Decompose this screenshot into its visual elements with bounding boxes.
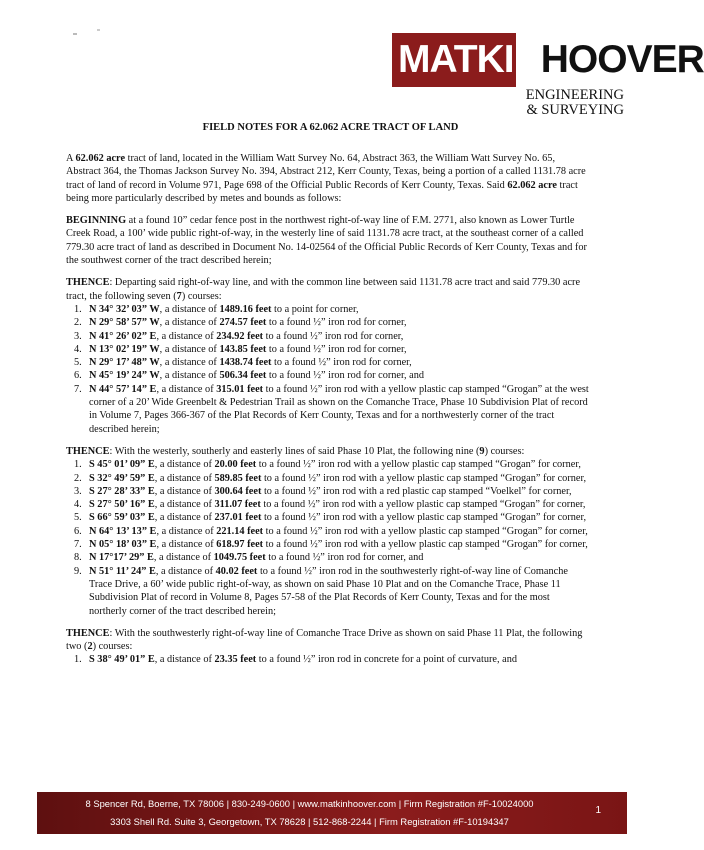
course-number: 6. [74,525,82,537]
footer-address-boerne: 8 Spencer Rd, Boerne, TX 78006 | 830-249-0600 | www.matkinhoover.com | Firm Registration #F-10024000 [85,798,534,809]
course-distance: 143.85 feet [219,343,267,355]
logo-tagline [526,88,624,118]
course-item: 2. S 32° 49’ 59” E, a distance of 589.85 feet to a found ½” iron rod with a yellow plastic cap stamped “Grogan” for corner, [74,472,587,484]
course-item: 7. N 05° 18’ 03” E, a distance of 618.97 feet to a found ½” iron rod with a yellow plastic cap stamped “Grogan” for corner, [74,539,588,551]
course-number: 5. [74,357,82,369]
document-title: FIELD NOTES FOR A 62.062 ACRE TRACT OF LAND [202,122,459,133]
course-distance: 237.01 feet [214,512,262,524]
course-distance: 221.14 feet [216,525,264,537]
logo-part-matkin: MATKIN [398,38,541,81]
course-item: 6. N 45° 19’ 24” W, a distance of 506.34 feet to a found ½” iron rod for corner, and [74,370,425,382]
course-number: 5. [74,512,82,524]
course-number: 7. [74,539,82,551]
logo-part-hoover: HOOVER [540,38,704,81]
course-distance: 40.02 feet [215,565,258,577]
course-item: 1. N 34° 32’ 03” W, a distance of 1489.16 feet to a point for corner, [74,303,359,315]
course-list [66,653,590,666]
course-bearing: N 29° 17’ 48” W [89,357,160,369]
company-logo [392,33,704,87]
course-bearing: N 34° 32’ 03” W [89,303,160,315]
footer-address-georgetown: 3303 Shell Rd. Suite 3, Georgetown, TX 78628 | 512-868-2244 | Firm Registration #F-10194347 [110,816,509,827]
thence-section-2 [66,445,590,618]
course-number: 4. [74,499,82,511]
course-distance: 23.35 feet [214,654,257,666]
course-number: 1. [74,654,82,666]
course-number: 1. [74,303,82,315]
course-bearing: N 64° 13’ 13” E [89,525,157,537]
scan-mark [73,33,77,35]
course-item: 2. N 29° 58’ 57” W, a distance of 274.57 feet to a found ½” iron rod for corner, [74,317,407,329]
course-bearing: N 51° 11’ 24” E [89,565,156,577]
tagline-engineering: ENGINEERING [525,87,624,103]
course-distance: 506.34 feet [219,370,267,382]
course-item: 9. N 51° 11’ 24” E, a distance of 40.02 feet to a found ½” iron rod in the southwesterly right-of-way line of Comanche Trace Drive, a 60’ wide public right-of-way, as shown on said Phase 10 Plat and on the Comanche Trace, Phase 11 Subdivision Plat of record in Volume 8, Pages 57-58 of the Plat Records of Kerr County, Texas and for the most northerly corner of the tract described herein; [74,565,568,617]
course-item: 4. S 27° 50’ 16” E, a distance of 311.07 feet to a found ½” iron rod with a yellow plastic cap stamped “Grogan” for corner, [74,499,586,511]
course-number: 7. [74,383,82,395]
thence-section-3 [66,627,590,667]
course-bearing: S 45° 01’ 09” E [89,459,155,471]
course-item: 4. N 13° 02’ 19” W, a distance of 143.85 feet to a found ½” iron rod for corner, [74,343,407,355]
course-list [66,303,590,436]
course-bearing: S 66° 59’ 03” E [89,512,155,524]
intro-paragraph: A 62.062 acre tract of land, located in the William Watt Survey No. 64, Abstract 363, the William Watt Survey No. 65, Abstract 364, the Thomas Jackson Survey No. 394, Abstract 212, Kerr County, Texas, being a portion of a called 1131.78 acre tract of land of record in Volume 971, Page 698 of the Official Public Records of Kerr County, Texas. Said 62.062 acre tract being more particularly described by metes and bounds as follows: [66,153,586,204]
course-distance: 274.57 feet [219,317,267,329]
course-number: 3. [74,485,82,497]
course-item: 5. S 66° 59’ 03” E, a distance of 237.01 feet to a found ½” iron rod with a yellow plastic cap stamped “Grogan” for corner, [74,512,587,524]
course-bearing: N 05° 18’ 03” E [89,539,157,551]
course-number: 2. [74,472,82,484]
course-distance: 234.92 feet [216,330,264,342]
course-distance: 1438.74 feet [219,357,272,369]
course-distance: 1049.75 feet [213,552,266,564]
course-number: 6. [74,370,82,382]
course-number: 3. [74,330,82,342]
thence-heading: THENCE: With the westerly, southerly and easterly lines of said Phase 10 Plat, the following nine (9) courses: [66,445,525,457]
course-bearing: N 29° 58’ 57” W [89,317,160,329]
course-distance: 315.01 feet [216,383,264,395]
course-bearing: N 45° 19’ 24” W [89,370,160,382]
course-bearing: N 13° 02’ 19” W [89,343,160,355]
page-number: 1 [595,805,601,816]
course-number: 9. [74,565,82,577]
thence-heading: THENCE: With the southwesterly right-of-way line of Comanche Trace Drive as shown on said Phase 11 Plat, the following two (2) courses: [66,627,583,653]
course-bearing: S 38° 49’ 01” E [89,654,155,666]
course-list [66,458,590,618]
course-distance: 20.00 feet [214,459,257,471]
course-bearing: N 41° 26’ 02” E [89,330,157,342]
logo-wordmark [398,37,704,83]
course-distance: 1489.16 feet [219,303,272,315]
course-bearing: S 32° 49’ 59” E [89,472,155,484]
course-item: 5. N 29° 17’ 48” W, a distance of 1438.74 feet to a found ½” iron rod for corner, [74,357,412,369]
tagline-surveying: & SURVEYING [526,102,624,118]
course-item: 1. S 38° 49’ 01” E, a distance of 23.35 feet to a found ½” iron rod in concrete for a point of curvature, and [74,654,517,666]
course-item: 3. S 27° 28’ 33” E, a distance of 300.64 feet to a found ½” iron rod with a red plastic cap stamped “Voelkel” for corner, [74,485,572,497]
course-number: 8. [74,552,82,564]
course-number: 2. [74,317,82,329]
course-distance: 618.97 feet [216,539,264,551]
course-bearing: S 27° 50’ 16” E [89,499,155,511]
course-item: 3. N 41° 26’ 02” E, a distance of 234.92 feet to a found ½” iron rod for corner, [74,330,404,342]
thence-section-1 [66,276,590,436]
course-distance: 589.85 feet [214,472,262,484]
course-distance: 311.07 feet [214,499,261,511]
course-item: 1. S 45° 01’ 09” E, a distance of 20.00 feet to a found ½” iron rod with a yellow plastic cap stamped “Grogan” for corner, [74,459,581,471]
course-number: 1. [74,459,82,471]
course-item: 8. N 17°17’ 29” E, a distance of 1049.75 feet to a found ½” iron rod for corner, and [74,552,424,564]
course-item: 7. N 44° 57’ 14” E, a distance of 315.01 feet to a found ½” iron rod with a yellow plastic cap stamped “Grogan” at the west corner of a 20’ Wide Greenbelt & Pedestrian Trail as shown on the Comanche Trace, Phase 10 Subdivision Plat of record in Volume 7, Pages 366-367 of the Plat Records of Kerr County, Texas and for a northwesterly corner of the tract described herein; [74,383,589,435]
course-number: 4. [74,343,82,355]
course-bearing: S 27° 28’ 33” E [89,485,155,497]
course-distance: 300.64 feet [214,485,262,497]
thence-heading: THENCE: Departing said right-of-way line, and with the common line between said 1131.78 acre tract and said 779.30 acre tract, the following seven (7) courses: [66,277,581,302]
document-body [66,152,590,676]
beginning-paragraph: BEGINNING at a found 10” cedar fence post in the northwest right-of-way line of F.M. 2771, also known as Lower Turtle Creek Road, a 100’ wide public right-of-way, in the westerly line of said 1131.78 acre tract, at the southeast corner of a called 779.30 acre tract of land as described in Document No. 14-02564 of the Official Public Records of Kerr County, Texas and for the southwest corner of the tract described herein; [66,215,587,267]
course-bearing: N 17°17’ 29” E [89,552,154,564]
footer-bar [37,792,627,834]
course-bearing: N 44° 57’ 14” E [89,383,157,395]
scan-mark [97,29,100,31]
course-item: 6. N 64° 13’ 13” E, a distance of 221.14 feet to a found ½” iron rod with a yellow plastic cap stamped “Grogan” for corner, [74,525,588,537]
